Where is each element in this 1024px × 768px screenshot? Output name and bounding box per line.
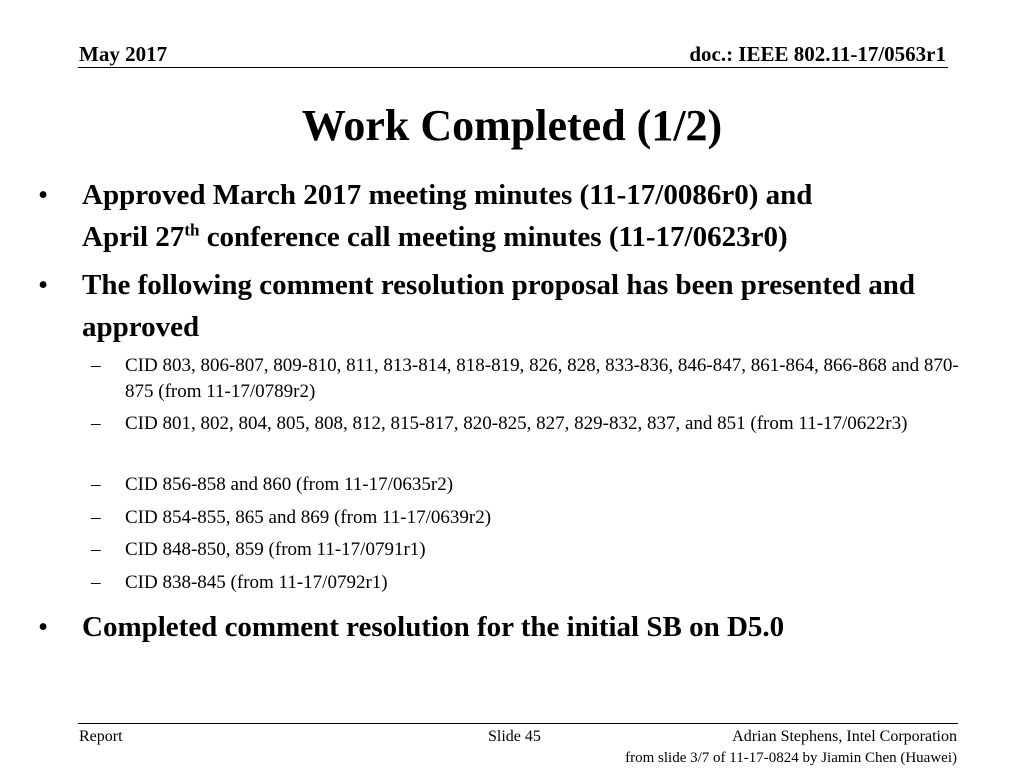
sub-item [91, 570, 973, 596]
ordinal-suffix: th [184, 220, 200, 240]
slide-title: Work Completed (1/2) [301, 101, 723, 150]
bullet-text: Approved March 2017 meeting minutes (11-17/0086r0) and [82, 179, 813, 211]
footer-source-note: from slide 3/7 of 11-17-0824 by Jiamin Chen (Huawei) [625, 750, 957, 766]
sub-item [91, 353, 973, 405]
sub-item-text: CID 838-845 (from 11-17/0792r1) [125, 572, 388, 593]
sub-item-text: CID 801, 802, 804, 805, 808, 812, 815-817, 820-825, 827, 829-832, 837, and 851 (from 11-17/0622r3) [125, 413, 908, 434]
sub-item-text: CID 856-858 and 860 (from 11-17/0635r2) [125, 474, 454, 495]
sub-marker: – [91, 572, 101, 593]
sub-item [91, 411, 973, 437]
bullet-marker: • [38, 611, 49, 643]
bullet-marker: • [38, 269, 49, 301]
bullet-item [38, 174, 972, 258]
bullet-text: Completed comment resolution for the initial SB on D5.0 [82, 611, 785, 643]
header-doc-id: doc.: IEEE 802.11-17/0563r1 [689, 42, 946, 66]
footer-divider [78, 723, 958, 724]
footer-report-label: Report [79, 728, 123, 745]
sub-item [91, 505, 973, 531]
bullet-item [38, 606, 972, 648]
sub-marker: – [91, 507, 101, 528]
bullet-marker: • [38, 179, 49, 211]
bullet-item [38, 264, 972, 348]
sub-marker: – [91, 474, 101, 495]
bullet-text: conference call meeting minutes (11-17/0623r0) [199, 221, 788, 253]
sub-marker: – [91, 413, 101, 434]
sub-item-text: CID 803, 806-807, 809-810, 811, 813-814, 818-819, 826, 828, 833-836, 846-847, 861-864, 866-868 and 870-875 (from 11-17/0789r2) [125, 355, 959, 402]
footer-author: Adrian Stephens, Intel Corporation [732, 728, 957, 745]
bullet-text: April 27 [82, 221, 185, 253]
footer-slide-number: Slide 45 [488, 728, 541, 745]
sub-marker: – [91, 539, 101, 560]
sub-item [91, 537, 973, 563]
sub-item-text: CID 848-850, 859 (from 11-17/0791r1) [125, 539, 426, 560]
sub-item [91, 472, 973, 498]
sub-item-text: CID 854-855, 865 and 869 (from 11-17/0639r2) [125, 507, 492, 528]
bullet-text: The following comment resolution proposal has been presented and approved [82, 269, 916, 343]
sub-marker: – [91, 355, 101, 376]
header-date: May 2017 [79, 42, 168, 66]
